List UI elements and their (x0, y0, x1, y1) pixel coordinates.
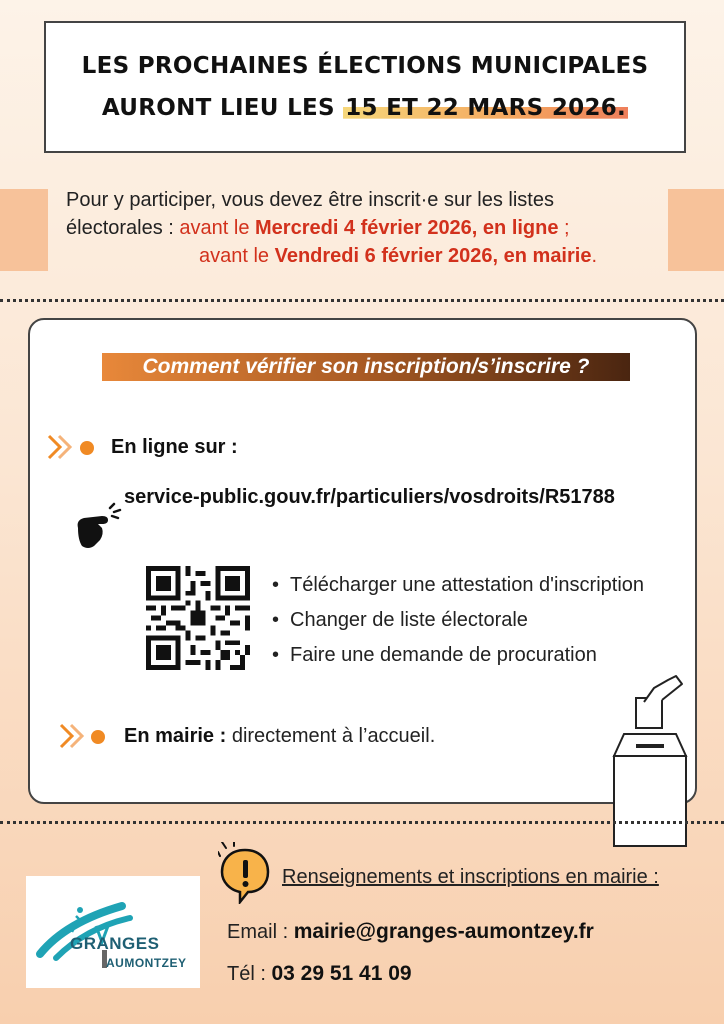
email-label: Email : (227, 921, 294, 943)
qr-action-list (272, 568, 644, 673)
town-logo (26, 876, 200, 988)
phone-label: Tél : (227, 963, 272, 985)
intro-text (66, 186, 666, 270)
double-chevron-icon (46, 432, 80, 462)
list-item: • Télécharger une attestation d'inscription (272, 568, 644, 603)
decor-bar-left (0, 189, 48, 271)
intro-line-2-prefix: électorales : (66, 217, 180, 239)
dotted-divider-bottom (0, 821, 724, 824)
deadline-mairie-date: Vendredi 6 février 2026, en mairie (274, 245, 592, 267)
mairie-label: En mairie : (124, 725, 227, 747)
qr-code[interactable] (146, 566, 250, 670)
orange-dot-icon (90, 729, 106, 745)
deadline-online-prefix: avant le (179, 217, 255, 239)
dotted-divider-top (0, 299, 724, 302)
deadline-online-date: Mercredi 4 février 2026, en ligne (255, 217, 559, 239)
info-heading: Renseignements et inscriptions en mairie : (282, 866, 659, 888)
email-link[interactable]: mairie@granges-aumontzey.fr (293, 920, 594, 943)
phone-line (227, 962, 412, 986)
mairie-line (124, 725, 435, 748)
logo-line-1: GRANGES (70, 934, 160, 953)
exclamation-bubble-icon (218, 842, 272, 904)
intro-line-2 (66, 214, 666, 242)
title-line-2 (102, 87, 628, 129)
card-heading: Comment vérifier son inscription/s’inscrire ? (102, 353, 630, 381)
title-line-1: LES PROCHAINES ÉLECTIONS MUNICIPALES (81, 53, 649, 79)
deadline-online (179, 217, 569, 239)
double-chevron-icon (58, 721, 92, 751)
logo-graphic (26, 876, 200, 988)
phone-number[interactable]: 03 29 51 41 09 (271, 962, 412, 985)
logo-line-2: AUMONTZEY (106, 956, 187, 970)
email-line (227, 920, 594, 944)
deadline-mairie-suffix: . (591, 245, 598, 267)
election-dates: 15 ET 22 MARS 2026. (345, 95, 627, 121)
intro-line-1: Pour y participer, vous devez être inscrit·e sur les listes (66, 189, 554, 211)
list-item: • Faire une demande de procuration (272, 638, 644, 673)
title-box (44, 21, 686, 153)
list-item: • Changer de liste électorale (272, 603, 644, 638)
deadline-online-suffix: ; (558, 217, 570, 239)
online-label: En ligne sur : (111, 436, 238, 458)
decor-bar-right (668, 189, 724, 271)
service-public-link[interactable]: service-public.gouv.fr/particuliers/vosdroits/R51788 (124, 486, 615, 508)
pointing-hand-icon (72, 502, 124, 552)
deadline-mairie-prefix: avant le (199, 245, 275, 267)
title-line-2-prefix: AURONT LIEU LES (101, 95, 344, 121)
deadline-mairie (66, 242, 666, 270)
mairie-text: directement à l’accueil. (226, 725, 436, 747)
orange-dot-icon (79, 440, 95, 456)
